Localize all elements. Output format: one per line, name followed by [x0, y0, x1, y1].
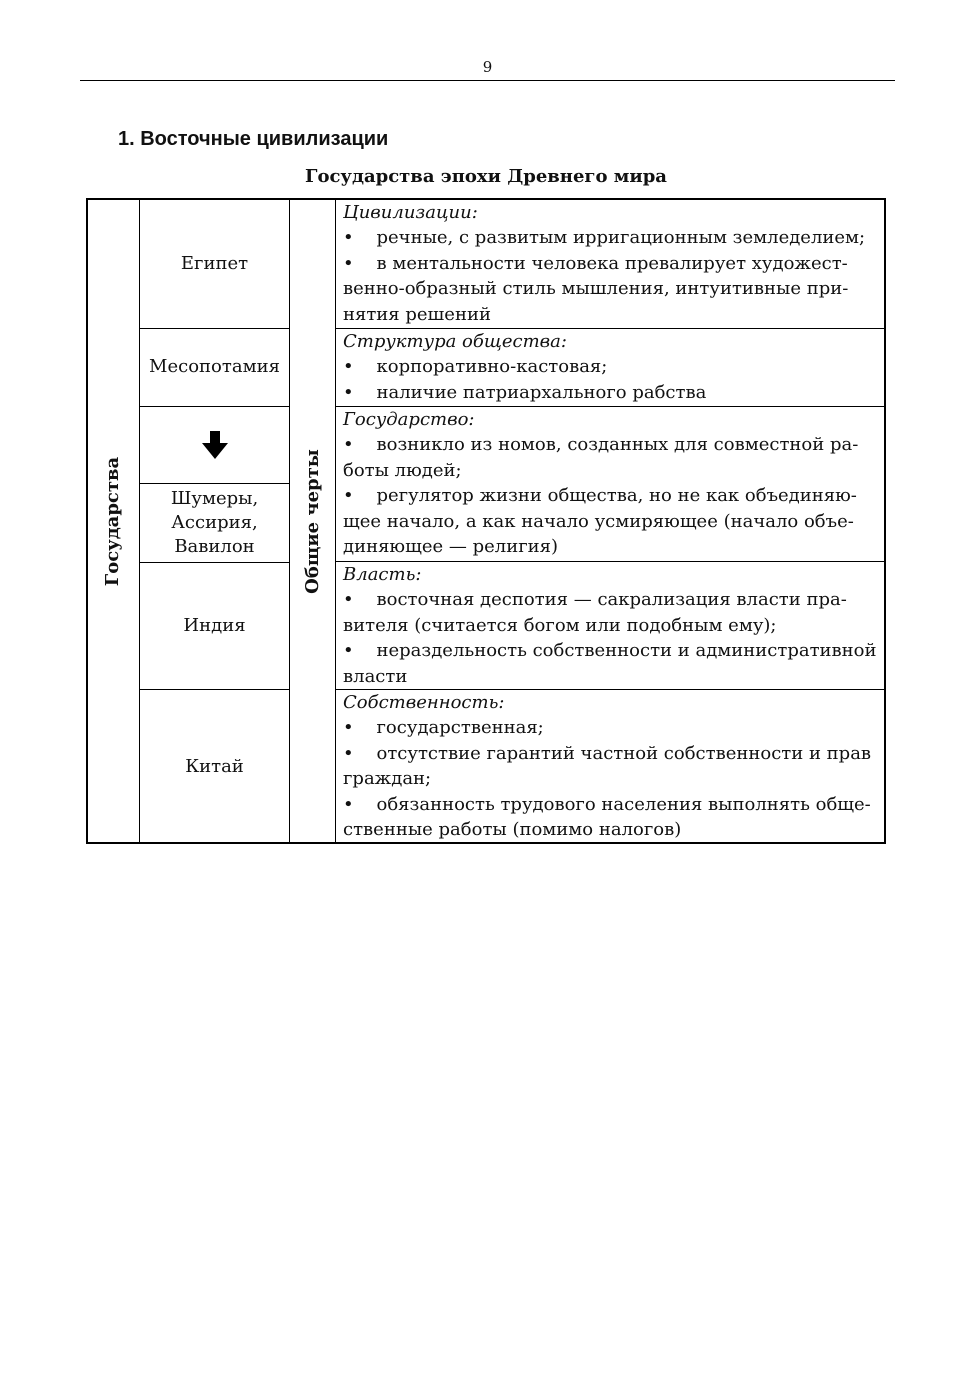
feature-line: боты людей;: [343, 459, 462, 481]
feature-line: • отсутствие гарантий частной собственности и прав: [343, 742, 872, 764]
feature-heading: Собственность:: [343, 692, 505, 713]
feature-line: щее начало, а как начало усмиряющее (начало объе-: [343, 510, 854, 532]
state-mesopotamia-label: Месопотамия: [149, 356, 280, 377]
feature-line: диняющее — религия): [343, 536, 558, 558]
state-china-label: Китай: [185, 755, 244, 777]
state-india: [140, 562, 289, 689]
column-divider: [335, 198, 336, 844]
feature-state: [343, 407, 883, 559]
feature-line: • в ментальности человека превалирует художест-: [343, 252, 848, 274]
state-egypt-label: Египет: [180, 252, 249, 274]
feature-line: • наличие патриархального рабства: [343, 381, 707, 403]
feature-property: [343, 690, 883, 842]
state-china: [140, 689, 289, 844]
feature-line: нятия решений: [343, 303, 491, 325]
middle-label-cell: [290, 200, 335, 842]
feature-line: вителя (считается богом или подобным ему);: [343, 614, 777, 636]
feature-line: ственные работы (помимо налогов): [343, 819, 682, 841]
left-label-cell: [88, 200, 138, 842]
page-number: 9: [482, 58, 493, 76]
feature-heading: Цивилизации:: [343, 202, 478, 223]
feature-line: граждан;: [343, 768, 432, 790]
state-egypt: [140, 199, 289, 328]
header-rule: [80, 80, 895, 81]
feature-line: • регулятор жизни общества, но не как объединяю-: [343, 485, 857, 507]
feature-line: • возникло из номов, созданных для совместной ра-: [343, 434, 859, 456]
state-sumer-line: Вавилон: [174, 535, 255, 557]
feature-power: [343, 562, 883, 689]
feature-line: • восточная деспотия — сакрализация власти пра-: [343, 589, 847, 611]
feature-line: • государственная;: [343, 717, 544, 739]
feature-heading: Структура общества:: [343, 331, 567, 352]
feature-civilizations: [343, 200, 883, 327]
middle-label: Общие черты: [302, 448, 323, 594]
feature-line: власти: [343, 665, 408, 687]
feature-line: венно-образный стиль мышления, интуитивные при-: [343, 278, 849, 300]
state-india-label: Индия: [183, 614, 246, 636]
feature-line: • речные, с развитым ирригационным земледелием;: [343, 227, 866, 249]
table-title: Государства эпохи Древнего мира: [305, 166, 667, 187]
state-sumer-line: Шумеры,: [170, 487, 259, 509]
feature-line: • корпоративно-кастовая;: [343, 356, 608, 378]
feature-line: • нераздельность собственности и административной: [343, 640, 877, 662]
arrow-cell: [140, 406, 289, 483]
state-mesopotamia: [140, 328, 289, 406]
feature-line: • обязанность трудового населения выполнять обще-: [343, 793, 871, 815]
section-title: 1. Восточные цивилизации: [118, 128, 389, 150]
state-sumer-line: Ассирия,: [171, 511, 258, 533]
state-sumer: [140, 483, 289, 562]
arrow-down-icon: [202, 431, 228, 459]
feature-society: [343, 329, 883, 405]
feature-heading: Власть:: [343, 564, 422, 585]
left-label: Государства: [102, 456, 124, 586]
feature-heading: Государство:: [343, 409, 475, 430]
